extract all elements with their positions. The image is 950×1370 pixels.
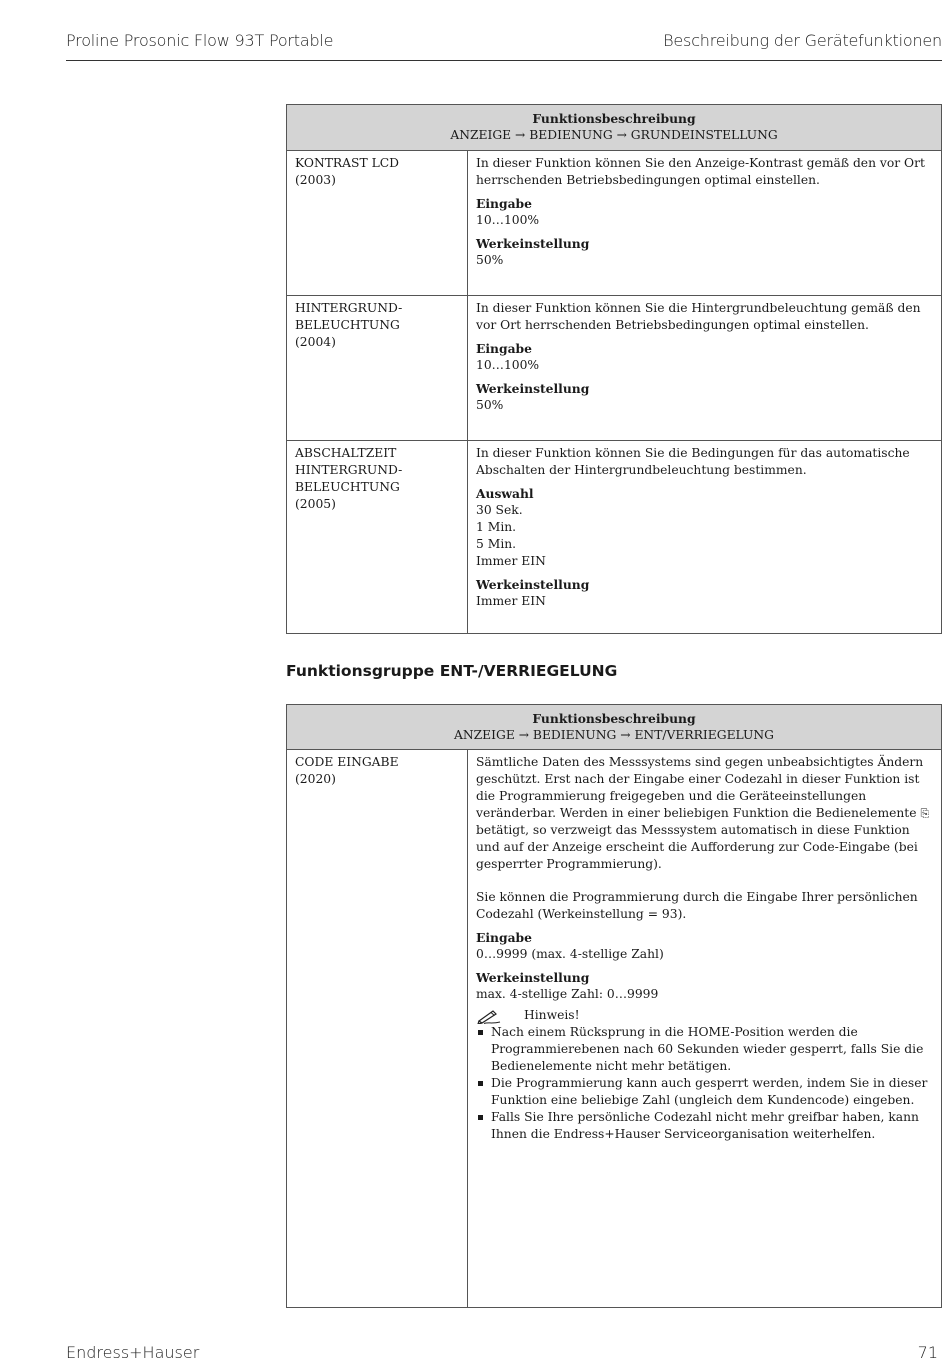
choice-option: 1 Min. [476,520,517,534]
note-label: Hinweis! [524,1008,580,1022]
function-name: KONTRAST LCD [295,156,400,170]
function-name-line: BELEUCHTUNG [295,318,400,332]
choice-option: Immer EIN [476,554,546,568]
operating-key-icon: ⎘ [920,807,930,820]
choice-label: Auswahl [476,486,534,501]
table-row [287,151,942,296]
function-name-line: ABSCHALTZEIT [295,446,397,460]
table-header [287,705,942,750]
function-code: (2005) [295,497,336,511]
table-header [287,105,942,151]
function-code: (2020) [295,772,336,786]
description-text: In dieser Funktion können Sie den Anzeige-Kontrast gemäß den vor Ort herrschenden Betriebsbedingungen optimal einstellen. [476,156,925,187]
table-row [287,441,942,634]
table-row [287,750,942,1308]
description-text-2: Sie können die Programmierung durch die Eingabe Ihrer persönlichen Codezahl (Werkeinstellung = 93). [476,890,918,921]
list-item: Die Programmierung kann auch gesperrt werden, indem Sie in dieser Funktion eine beliebige Zahl (ungleich dem Kundencode) eingeben. [476,1075,933,1109]
input-label: Eingabe [476,341,532,356]
function-name-cell [287,750,468,1308]
description-text: In dieser Funktion können Sie die Hintergrundbeleuchtung gemäß den vor Ort herrschenden Betriebsbedingungen optimal einstellen. [476,301,921,332]
header-rule [66,60,942,61]
table-header-path: ANZEIGE → BEDIENUNG → ENT/VERRIEGELUNG [453,728,774,742]
page-number: 71 [917,1343,938,1362]
description-text: In dieser Funktion können Sie die Bedingungen für das automatische Abschalten der Hintergrundbeleuchtung bestimmen. [476,446,910,477]
table-header-title: Funktionsbeschreibung [532,111,696,126]
default-label: Werkeinstellung [476,236,590,251]
input-label: Eingabe [476,196,532,211]
default-value: Immer EIN [476,594,546,608]
table-header-title: Funktionsbeschreibung [532,711,696,726]
input-value: 10…100% [476,213,540,227]
pencil-note-icon [476,1008,502,1024]
function-name-cell [287,151,468,296]
function-description-cell [468,750,942,1308]
description-text-part2: betätigt, so verzweigt das Messsystem automatisch in diese Funktion und auf der Anzeige erscheint die Aufforderung zur Code-Eingabe (bei gesperrter Programmierung). [476,823,918,871]
default-label: Werkeinstellung [476,381,590,396]
function-name: CODE EINGABE [295,755,399,769]
note-heading [476,1007,933,1024]
note-bullet-list [476,1024,933,1143]
choice-option: 30 Sek. [476,503,523,517]
function-code: (2004) [295,335,336,349]
description-text [476,754,933,873]
function-description-cell [468,441,942,634]
header-doc-title: Proline Prosonic Flow 93T Portable [66,31,334,50]
description-text-part1: Sämtliche Daten des Messsystems sind gegen unbeabsichtigtes Ändern geschützt. Erst nach der Eingabe einer Codezahl in dieser Funktion ist die Programmierung freigegeben und die Geräteeinstellungen veränderbar. Werden in einer beliebigen Funktion die Bedienelemente [476,755,924,820]
list-item: Nach einem Rücksprung in die HOME-Position werden die Programmierebenen nach 60 Sekunden wieder gesperrt, falls Sie die Bedienelemente nicht mehr betätigen. [476,1024,933,1075]
default-value: 50% [476,253,504,267]
function-name-line: BELEUCHTUNG [295,480,400,494]
function-table-entverriegelung [286,704,942,1308]
choice-option: 5 Min. [476,537,517,551]
function-name-line: HINTERGRUND- [295,301,403,315]
spacer [476,873,933,889]
footer-company: Endress+Hauser [66,1343,200,1362]
function-name-cell [287,441,468,634]
section-title: Funktionsgruppe ENT-/VERRIEGELUNG [286,662,618,680]
function-description-cell [468,151,942,296]
table-header-path: ANZEIGE → BEDIENUNG → GRUNDEINSTELLUNG [450,128,778,142]
function-name-line: HINTERGRUND- [295,463,403,477]
default-label: Werkeinstellung [476,970,590,985]
table-row [287,296,942,441]
function-code: (2003) [295,173,336,187]
input-value: 0…9999 (max. 4-stellige Zahl) [476,947,664,961]
input-label: Eingabe [476,930,532,945]
input-value: 10…100% [476,358,540,372]
function-description-cell [468,296,942,441]
default-value: max. 4-stellige Zahl: 0…9999 [476,987,659,1001]
list-item: Falls Sie Ihre persönliche Codezahl nicht mehr greifbar haben, kann Ihnen die Endress+Hauser Serviceorganisation weiterhelfen. [476,1109,933,1143]
header-section-title: Beschreibung der Gerätefunktionen [663,31,942,50]
function-name-cell [287,296,468,441]
default-label: Werkeinstellung [476,577,590,592]
default-value: 50% [476,398,504,412]
function-table-grundeinstellung [286,104,942,634]
